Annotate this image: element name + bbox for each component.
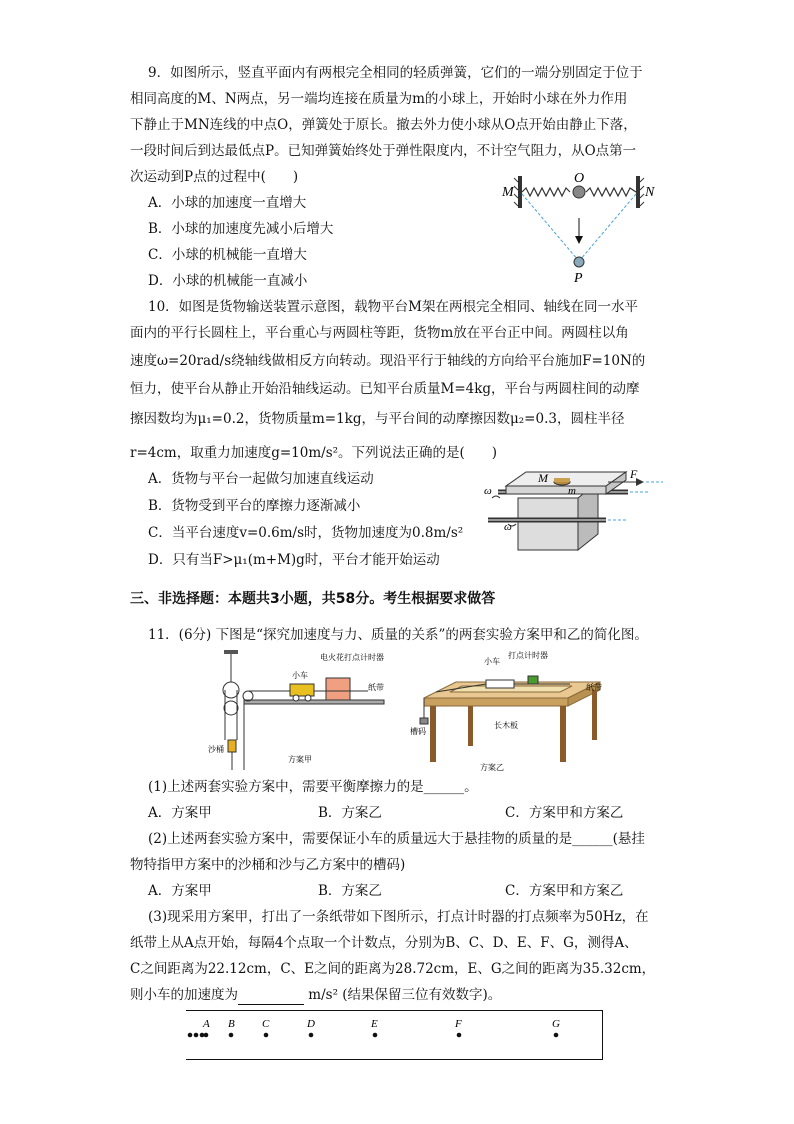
q10-label-cargo-m: m: [568, 485, 576, 497]
q10-label-omega-top: ω: [484, 485, 492, 497]
q9-line-4: 一段时间后到达最低点P。已知弹簧始终处于弹性限度内，不计空气阻力，从O点第一: [130, 143, 637, 159]
q10-option-d: D．只有当F>μ₁(m+M)g时，平台才能开始运动: [148, 552, 440, 568]
q9-spring-figure: [500, 168, 660, 286]
q11-part-3-line-1: (3)现采用方案甲，打出了一条纸带如下图所示，打点计时器的打点频率为50Hz，在: [148, 909, 649, 925]
q10-platform-figure: [478, 468, 668, 552]
q10-label-omega-bottom: ω: [504, 521, 512, 533]
tape-label-b: B: [228, 1018, 235, 1030]
q11b-label-board: 长木板: [494, 721, 518, 730]
q10-line-1: 10．如图是货物输送装置示意图，载物平台M架在两根完全相同、轴线在同一水平: [148, 299, 639, 315]
q11b-label-tape: 纸带: [586, 683, 602, 692]
q11-p2-option-b: B．方案乙: [318, 883, 382, 899]
tape-label-g: G: [552, 1018, 560, 1030]
q10-option-b: B．货物受到平台的摩擦力逐渐减小: [148, 498, 361, 514]
q9-line-2: 相同高度的M、N两点，另一端均连接在质量为m的小球上，开始时小球在外力作用: [130, 91, 628, 107]
tape-label-f: F: [455, 1018, 462, 1030]
q9-label-p: P: [574, 271, 583, 286]
q11-p1-option-c: C．方案甲和方案乙: [505, 805, 624, 821]
tape-label-d: D: [307, 1018, 315, 1030]
q9-option-c: C．小球的机械能一直增大: [148, 247, 307, 263]
q11a-label-bucket: 沙桶: [208, 745, 224, 754]
q10-option-a: A．货物与平台一起做匀加速直线运动: [148, 471, 374, 487]
q11-p2-option-c: C．方案甲和方案乙: [505, 883, 624, 899]
section-3-heading: 三、非选择题：本题共3小题，共58分。考生根据要求做答: [130, 591, 496, 607]
q11-figure-a: [208, 648, 388, 774]
q9-line-5: 次运动到P点的过程中( ): [130, 169, 299, 185]
q10-label-force-f: F: [630, 468, 638, 481]
q11b-label-cart: 小车: [484, 657, 500, 666]
q11-part-2-line-1: (2)上述两套实验方案中，需要保证小车的质量远大于悬挂物的质量的是______(悬挂: [148, 831, 645, 847]
q11a-caption: 方案甲: [288, 755, 312, 764]
q11-part-3-line-3: C之间距离为22.12cm，C、E之间的距离为28.72cm，E、G之间的距离为35.32cm，: [130, 961, 656, 977]
q11b-label-timer: 打点计时器: [508, 651, 548, 660]
q10-line-3: 速度ω=20rad/s绕轴线做相反方向转动。现沿平行于轴线的方向给平台施加F=10N的: [130, 353, 646, 369]
q10-option-c: C．当平台速度v=0.6m/s时，货物加速度为0.8m/s²: [148, 525, 464, 541]
q11-part-3-line-4: 则小车的加速度为 m/s² (结果保留三位有效数字)。: [130, 987, 502, 1003]
q9-option-a: A．小球的加速度一直增大: [148, 195, 307, 211]
q11a-label-tape: 纸带: [368, 683, 384, 692]
q9-label-o: O: [574, 171, 585, 186]
q9-label-m: M: [502, 185, 514, 200]
q11-tape: [186, 1010, 603, 1060]
q9-line-3: 下静止于MN连线的中点O，弹簧处于原长。撤去外力使小球从O点开始由静止下落，: [130, 117, 637, 133]
q11a-label-cart: 小车: [292, 671, 308, 680]
q11b-caption: 方案乙: [480, 763, 504, 772]
q11-p1-option-a: A．方案甲: [148, 805, 212, 821]
tape-label-a: A: [203, 1018, 210, 1030]
q11b-label-weight: 槽码: [410, 727, 426, 736]
q11-p1-option-b: B．方案乙: [318, 805, 382, 821]
q10-line-2: 面内的平行长圆柱上，平台重心与两圆柱等距，货物m放在平台正中间。两圆柱以角: [130, 325, 629, 341]
q11-tape-points: [186, 1011, 602, 1059]
q9-option-d: D．小球的机械能一直减小: [148, 273, 308, 289]
q10-line-5: 擦因数均为μ₁=0.2，货物质量m=1kg，与平台间的动摩擦因数μ₂=0.3，圆柱半径: [130, 411, 625, 427]
q9-line-1: 9．如图所示，竖直平面内有两根完全相同的轻质弹簧，它们的一端分别固定于位于: [148, 65, 643, 81]
q9-option-b: B．小球的加速度先减小后增大: [148, 221, 334, 237]
q11-part-3-line-2: 纸带上从A点开始，每隔4个点取一个计数点，分别为B、C、D、E、F、G，测得A、: [130, 935, 638, 951]
q10-line-6: r=4cm，取重力加速度g=10m/s²。下列说法正确的是( ): [130, 445, 498, 461]
q11-p2-option-a: A．方案甲: [148, 883, 212, 899]
q9-label-n: N: [645, 185, 655, 200]
tape-label-c: C: [262, 1018, 270, 1030]
q11-part-1: (1)上述两套实验方案中，需要平衡摩擦力的是______。: [148, 779, 478, 795]
q10-line-4: 恒力，使平台从静止开始沿轴线运动。已知平台质量M=4kg，平台与两圆柱间的动摩: [130, 381, 640, 397]
q11-part-2-line-2: 物特指甲方案中的沙桶和沙与乙方案中的槽码): [130, 857, 406, 873]
q10-label-platform-m: M: [538, 471, 548, 485]
tape-label-e: E: [371, 1018, 378, 1030]
q11-intro: 11．(6分) 下图是“探究加速度与力、质量的关系”的两套实验方案甲和乙的简化图。: [148, 627, 648, 643]
q11-figure-b: [410, 648, 610, 774]
q11-answer-blank: [238, 986, 304, 1005]
q11a-label-timer: 电火花打点计时器: [320, 653, 384, 662]
